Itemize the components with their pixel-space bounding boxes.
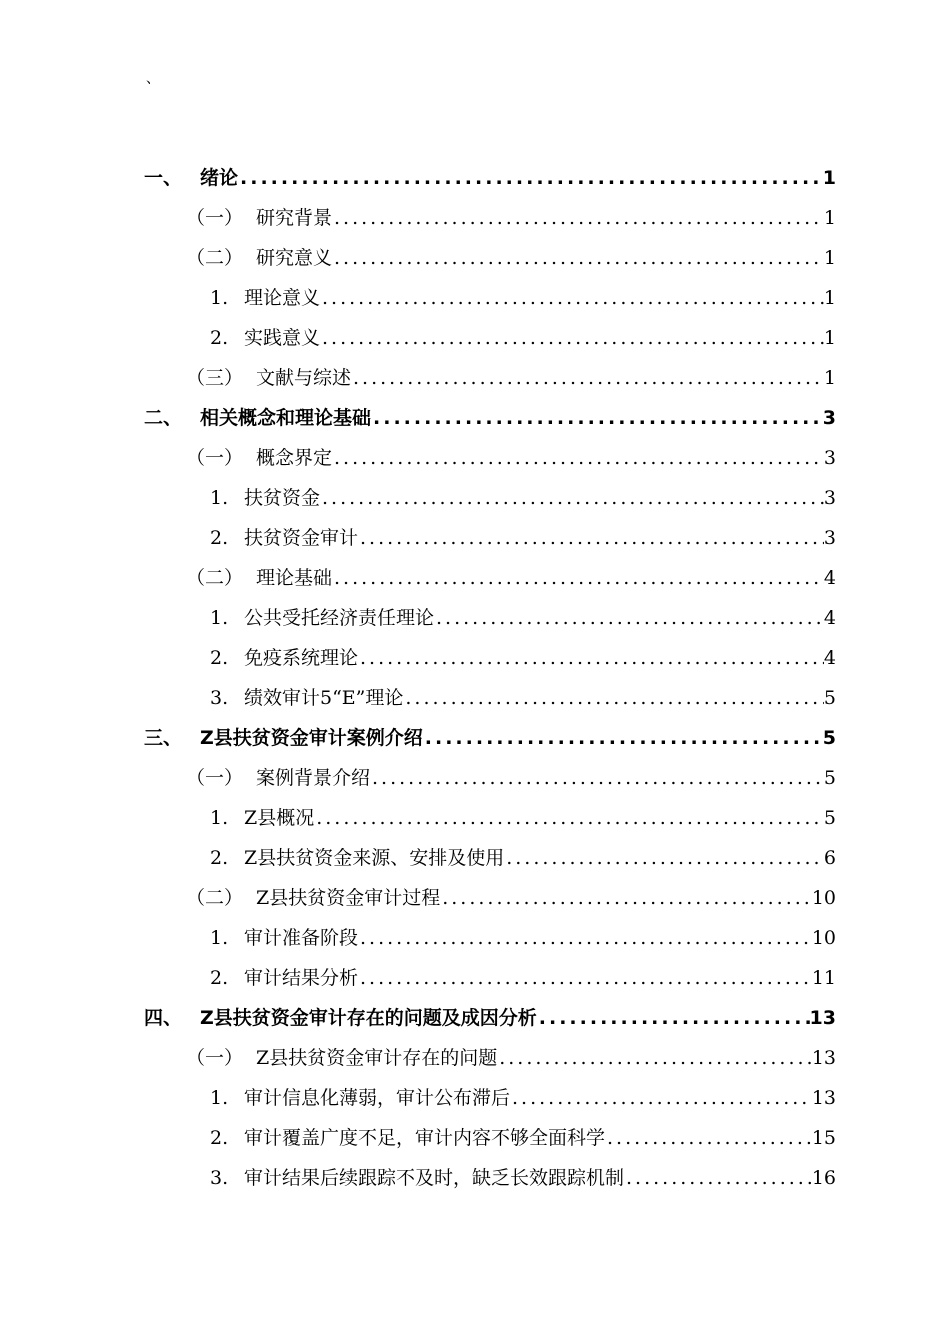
toc-title: Z县扶贫资金来源、安排及使用 [244,847,505,869]
toc-title: 审计结果分析 [244,967,359,989]
toc-title: Z县扶贫资金审计案例介绍 [200,727,423,749]
toc-entry[interactable] [144,398,836,438]
toc-leader [510,1078,812,1118]
toc-page: 1 [823,287,836,309]
toc-entry[interactable] [210,958,836,998]
toc-number: （一） [186,207,244,229]
toc-leader [371,398,823,438]
toc-page: 11 [811,967,836,989]
toc-title: 文献与综述 [256,367,352,389]
toc-entry[interactable] [186,1038,836,1078]
toc-leader [434,598,824,638]
toc-page: 1 [823,207,836,229]
toc-page: 13 [811,1047,836,1069]
toc-entry[interactable] [210,1078,836,1118]
toc-page: 3 [823,447,836,469]
toc-page: 10 [811,887,836,909]
toc-entry[interactable] [186,238,836,278]
toc-leader [504,838,824,878]
toc-entry[interactable] [144,158,836,198]
toc-entry[interactable] [210,478,836,518]
toc-page: 1 [823,247,836,269]
toc-title: 审计准备阶段 [244,927,359,949]
toc-title: 扶贫资金 [244,487,321,509]
toc-entry[interactable] [144,718,836,758]
toc-number: 1. [210,927,229,949]
toc-page: 1 [823,327,836,349]
toc-entry[interactable] [144,998,836,1038]
toc-leader [497,1038,812,1078]
toc-leader [332,238,824,278]
toc-entry[interactable] [210,278,836,318]
toc-page: 3 [823,527,836,549]
toc-entry[interactable] [186,198,836,238]
toc-entry[interactable] [210,1158,836,1198]
toc-page: 4 [823,607,836,629]
toc-number: （二） [186,887,244,909]
toc-number: 四、 [144,1007,183,1029]
toc-leader [605,1118,812,1158]
toc-leader [423,718,823,758]
toc-entry[interactable] [210,678,836,718]
toc-leader [537,998,810,1038]
toc-title: Z县扶贫资金审计存在的问题 [256,1047,498,1069]
toc-entry[interactable] [210,838,836,878]
toc-number: 2. [210,527,229,549]
toc-number: （一） [186,1047,244,1069]
toc-page: 5 [823,767,836,789]
toc-entry[interactable] [210,318,836,358]
toc-leader [332,438,824,478]
toc-number: 2. [210,647,229,669]
toc-number: （二） [186,567,244,589]
toc-leader [332,558,824,598]
toc-leader [320,318,824,358]
toc-page: 13 [811,1087,836,1109]
toc-number: 2. [210,1127,229,1149]
toc-number: 1. [210,807,229,829]
toc-leader [370,758,824,798]
toc-page: 1 [823,367,836,389]
toc-title: 研究背景 [256,207,333,229]
toc-entry[interactable] [210,598,836,638]
toc-leader [358,518,824,558]
toc-number: 3. [210,687,229,709]
toc-leader [358,918,812,958]
toc-number: 一、 [144,167,183,189]
toc-page: 5 [823,807,836,829]
toc-title: 免疫系统理论 [244,647,359,669]
toc-entry[interactable] [186,438,836,478]
toc-title: 审计结果后续跟踪不及时，缺乏长效跟踪机制 [244,1167,625,1189]
toc-entry[interactable] [186,878,836,918]
toc-leader [624,1158,812,1198]
toc-title: 相关概念和理论基础 [200,407,372,429]
toc-page: 3 [823,487,836,509]
toc-title: Z县扶贫资金审计存在的问题及成因分析 [200,1007,537,1029]
toc-title: 审计信息化薄弱，审计公布滞后 [244,1087,511,1109]
toc-page: 4 [823,647,836,669]
toc-number: 1. [210,487,229,509]
toc-title: Z县概况 [244,807,315,829]
toc-page: 5 [822,727,836,749]
toc-leader [358,958,812,998]
toc-entry[interactable] [210,518,836,558]
toc-number: 三、 [144,727,183,749]
toc-title: 案例背景介绍 [256,767,371,789]
toc-page: 13 [809,1007,836,1029]
corner-mark: 、 [146,71,160,87]
toc-number: 2. [210,847,229,869]
toc-number: 2. [210,967,229,989]
toc-title: 实践意义 [244,327,321,349]
toc-number: 1. [210,607,229,629]
toc-leader [358,638,824,678]
toc-title: 研究意义 [256,247,333,269]
toc-title: 审计覆盖广度不足，审计内容不够全面科学 [244,1127,606,1149]
toc-number: （一） [186,767,244,789]
toc-entry[interactable] [186,758,836,798]
toc-page: 15 [811,1127,836,1149]
toc-title: 理论基础 [256,567,333,589]
toc-page: 1 [822,167,836,189]
toc-number: 二、 [144,407,183,429]
toc-page: 16 [811,1167,836,1189]
toc-leader [238,158,823,198]
toc-leader [320,478,824,518]
toc-number: （二） [186,247,244,269]
toc-page: 6 [823,847,836,869]
toc-page: 10 [811,927,836,949]
toc-number: 3. [210,1167,229,1189]
toc-number: 2. [210,327,229,349]
toc-leader [351,358,824,398]
toc-leader [320,278,824,318]
toc-page: 5 [823,687,836,709]
toc-leader [332,198,824,238]
toc-entry[interactable] [210,1118,836,1158]
toc-leader [440,878,812,918]
toc-leader [314,798,824,838]
toc-title: 公共受托经济责任理论 [244,607,435,629]
toc-number: （一） [186,447,244,469]
toc-number: 1. [210,287,229,309]
toc-title: 绪论 [200,167,239,189]
toc-entry[interactable] [210,798,836,838]
toc-title: 扶贫资金审计 [244,527,359,549]
toc-entry[interactable] [186,558,836,598]
toc-entry[interactable] [210,638,836,678]
toc-title: 概念界定 [256,447,333,469]
toc-title: 绩效审计5“E”理论 [244,687,404,709]
toc-number: 1. [210,1087,229,1109]
toc-entry[interactable] [210,918,836,958]
toc-page: 4 [823,567,836,589]
toc-leader [403,678,824,718]
toc-title: Z县扶贫资金审计过程 [256,887,441,909]
toc-page: 3 [822,407,836,429]
toc-number: （三） [186,367,244,389]
toc-entry[interactable] [186,358,836,398]
toc-title: 理论意义 [244,287,321,309]
